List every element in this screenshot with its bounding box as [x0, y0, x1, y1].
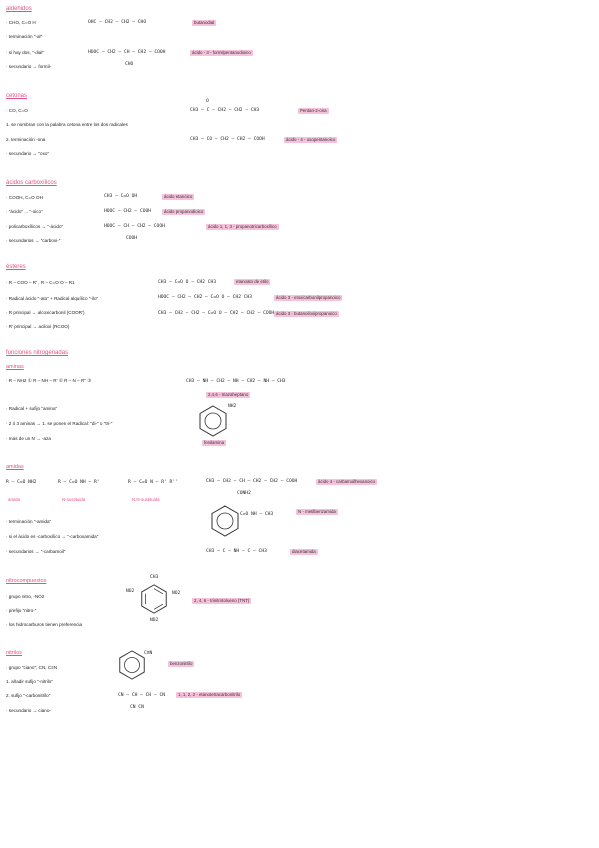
note-line: · grupo nitro, -NO2	[6, 594, 45, 599]
note-line: · R – NH2 ① R – NH – R' ② R – N – R'' ③	[6, 378, 92, 383]
formula: CH3 – C=O OH	[104, 194, 138, 199]
compound-name: 1, 1, 2, 2 - etanotetracarbonitrilo	[178, 692, 241, 697]
formula-substituent: CH3	[150, 575, 159, 580]
note-line: 1. añadir sufijo "-nitrilo"	[6, 679, 53, 684]
subsection-title-nitro: nitrocompuestos	[6, 578, 47, 584]
compound-name: ácido 4 - carbamoilhexanoico	[318, 479, 376, 484]
formula: HOOC – CH – CH2 – COOH	[104, 224, 165, 229]
note-line: · los hidrocarburos tienen preferencia	[6, 622, 83, 627]
note-line: · "ácido" ... "-oico"	[6, 209, 43, 214]
compound-name: ácido etanóico	[164, 194, 193, 199]
formula: CH3 – C=O O – CH2 CH3	[158, 280, 217, 285]
note-line: · si el ácido es -carboxílico → "-carboxamida"	[6, 534, 99, 539]
compound-name: 2, 4, 6 - trinitrotolueno (TNT)	[194, 598, 250, 603]
formula: CN – CH – CH – CN	[118, 693, 166, 698]
formula-substituent: NH2	[228, 404, 237, 409]
compound-name: ácido 3 - butanoiloxipropanoico	[276, 311, 337, 316]
note-line: · CHO, C=O H	[6, 20, 36, 25]
compound-name: ácido 3 - etoxicarbonilpropanoico	[276, 295, 341, 300]
benzene-ring-icon	[196, 404, 230, 438]
note-line: · Radical + sufijo "amina"	[6, 406, 58, 411]
note-line: · terminación "-amida"	[6, 519, 52, 524]
note-line: · CO, C=O	[6, 108, 28, 113]
formula: CH3 – C – NH – C – CH3	[206, 549, 267, 554]
compound-name: ácido - 4 - oxopentanoico	[286, 137, 336, 142]
compound-name: fenilamina	[204, 440, 225, 445]
formula: CH3 – C – CH2 – CH2 – CH3	[190, 108, 260, 113]
formula-substituent: C≡N	[144, 651, 153, 656]
note-line: · secundarios → "-carbamoil"	[6, 549, 66, 554]
note-line: · R principal → alcoxicarbonil (COOR')	[6, 310, 85, 315]
note-line: · grupo "ciano"; CN, C≡N	[6, 665, 58, 670]
formula: R – C=O NH – R'	[58, 480, 100, 485]
compound-name: Pentan-2-ona	[300, 108, 327, 113]
formula: OHC – CH2 – CH2 – CHO	[88, 20, 147, 25]
formula-substituent: CONH2	[237, 491, 251, 496]
compound-name: N - metilbenzamida	[298, 509, 336, 514]
formula-substituent: NO2	[150, 618, 159, 623]
note-line: · R – COO – R' , R – C=O O – R1	[6, 280, 75, 285]
note-line: · R' principal → aciloxi (RCOO)	[6, 324, 70, 329]
formula-substituent: NO2	[126, 589, 135, 594]
benzene-ring-icon	[138, 583, 170, 615]
struct-label: N,N-sustituida	[132, 497, 160, 502]
compound-name: diacetamida	[292, 549, 316, 554]
note-line: 1. se nombran con la palabra cetona entre los dos radicales	[6, 122, 128, 127]
formula: CH3 – CH2 – CH – CH2 – CH2 – COOH	[206, 479, 298, 484]
note-line: 2. sufijo "-carbonitrilo"	[6, 693, 51, 698]
formula: CH3 – CH2 – CH2 – C=O O – CH2 – CH2 – COOH	[158, 311, 275, 316]
compound-name: butanodial	[194, 20, 215, 25]
subsection-title-aminas: aminas	[6, 364, 24, 370]
subsection-title-nitrilos: nitrilos	[6, 650, 22, 656]
section-title-aldehidos: aldehidos	[6, 6, 32, 12]
note-line: · 2 ó 3 aminas → 1. se ponen el Radical: "di-" o "tri-"	[6, 421, 113, 426]
note-line: · prefijo "nitro-"	[6, 608, 37, 613]
formula-substituent: NO2	[172, 591, 181, 596]
note-line: · si hay dos, "-dial"	[6, 50, 44, 55]
section-title-acidos: ácidos carboxílicos	[6, 180, 57, 186]
formula-substituent: CN CN	[130, 705, 144, 710]
note-line: · secundario → ciano-	[6, 708, 51, 713]
formula: CH3 – NH – CH2 – NH – CH2 – NH – CH3	[186, 379, 286, 384]
note-line: · policarboxílicos → "-ácido"	[6, 224, 64, 229]
section-title-nitrogenadas: funciones nitrogenadas	[6, 350, 69, 356]
section-title-cetonas: cetonas	[6, 93, 28, 99]
formula: HOOC – CH2 – CH2 – C=O O – CH2 CH3	[158, 295, 253, 300]
formula: R – C=O NH2	[6, 480, 37, 485]
note-line: · secundario → "oxo"	[6, 151, 50, 156]
compound-name: ácido propanodioico	[164, 209, 204, 214]
formula-substituent: COOH	[126, 236, 138, 241]
note-line: · secundarios → "carboxi-"	[6, 238, 61, 243]
note-line: · más de un N → -aza	[6, 436, 51, 441]
formula: CH3 – CO – CH2 – CH2 – COOH	[190, 137, 265, 142]
struct-label: amida	[8, 497, 20, 502]
compound-name: ácido 1, 1, 3 - propanotricarboxílico	[208, 224, 277, 229]
subsection-title-amidas: amidas	[6, 464, 24, 470]
section-title-esteres: ésteres	[6, 264, 26, 270]
formula: HOOC – CH2 – CH – CH2 – COOH	[88, 50, 166, 55]
formula-carbonyl-o: O	[206, 99, 209, 104]
benzene-ring-icon	[208, 504, 242, 538]
formula-substituent: C=O NH – CH3	[240, 512, 274, 517]
note-line: · COOH, C=O OH	[6, 195, 43, 200]
formula: HOOC – CH2 – COOH	[104, 209, 152, 214]
formula-substituent: CHO	[125, 62, 134, 67]
note-line: · secundario → formil-	[6, 64, 52, 69]
note-line: · Radical ácido "-ato" + Radical alquílico "-ilo"	[6, 296, 99, 301]
struct-label: N-sustituida	[62, 497, 86, 502]
compound-name: ácido - 3 - formilpentanodioico	[192, 50, 251, 55]
compound-name: etanoato de etilo	[236, 279, 269, 284]
compound-name: 2,4,6 - triazaheptano	[208, 392, 249, 397]
compound-name: benzonitrilo	[170, 661, 193, 666]
note-line: · terminación "-al"	[6, 34, 43, 39]
formula: R – C=O N – R' R''	[128, 480, 178, 485]
note-line: 2. terminación -ona	[6, 137, 46, 142]
